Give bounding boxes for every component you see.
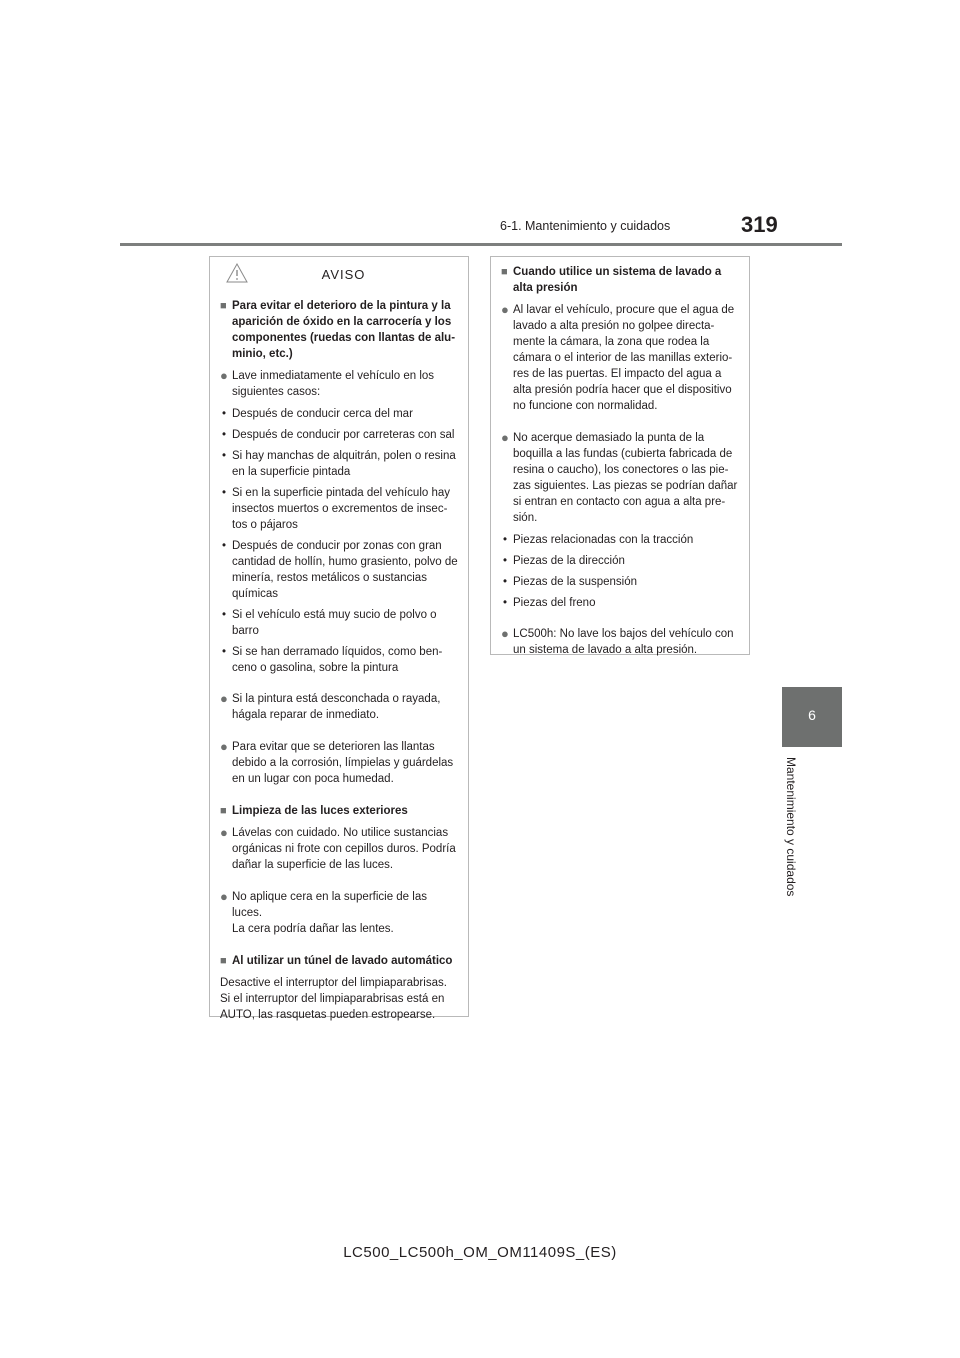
- section-heading: ■ Limpieza de las luces exteriores: [220, 805, 408, 817]
- list-item: • Después de conducir cerca del mar: [222, 408, 413, 420]
- warning-box-right: [490, 256, 750, 655]
- list-item: ● LC500h: No lave los bajos del vehículo con un sistema de lavado a alta presión.: [501, 626, 734, 656]
- list-item: ● Lave inmediatamente el vehículo en los siguientes casos:: [220, 368, 435, 398]
- section-heading: ■ Al utilizar un túnel de lavado automático: [220, 955, 453, 967]
- list-item: ● Si la pintura está desconchada o rayada, hágala reparar de inmediato.: [220, 691, 441, 721]
- list-item: • Después de conducir por zonas con gran cantidad de hollín, humo grasiento, polvo de minería, restos metálicos o sustancias químicas: [222, 540, 458, 600]
- warning-title: AVISO: [321, 267, 366, 282]
- list-item: ● Lávelas con cuidado. No utilice sustancias orgánicas ni frote con cepillos duros. Podría dañar la superficie de las luces.: [220, 825, 456, 871]
- section-heading: ■ Cuando utilice un sistema de lavado a alta presión: [501, 266, 722, 294]
- manual-code: LC500_LC500h_OM_OM11409S_(ES): [343, 1244, 617, 1261]
- list-item: • Piezas del freno: [503, 597, 596, 609]
- warning-header: [220, 264, 459, 286]
- page-number: 319: [741, 212, 778, 237]
- list-item: • Piezas de la suspensión: [503, 576, 638, 588]
- chapter-tab: [782, 687, 842, 747]
- list-item: • Si el vehículo está muy sucio de polvo o barro: [222, 609, 437, 637]
- chapter-label: Mantenimiento y cuidados: [784, 757, 798, 897]
- list-item: ● Para evitar que se deterioren las llantas debido a la corrosión, límpielas y guárdelas en un lugar con poca humedad.: [220, 739, 454, 785]
- list-item: • Si hay manchas de alquitrán, polen o resina en la superficie pintada: [222, 450, 456, 478]
- list-item: • Si en la superficie pintada del vehículo hay insectos muertos o excrementos de insec-tos o pájaros: [222, 487, 451, 531]
- list-item: • Después de conducir por carreteras con sal: [222, 429, 455, 441]
- paragraph: Desactive el interruptor del limpiaparabrisas. Si el interruptor del limpiaparabrisas está en AUTO, las rasquetas pueden estropearse.: [220, 977, 447, 1021]
- list-item: ● Al lavar el vehículo, procure que el agua de lavado a alta presión no golpee directa-mente la cámara, la zona que rodea la cámara o el interior de las manillas exterio-res de las puertas. El impacto del agua a alta presión podría hacer que el dispositivo no funcione con normalidad.: [501, 302, 735, 412]
- section-title: 6-1. Mantenimiento y cuidados: [500, 219, 671, 233]
- chapter-number: 6: [808, 707, 816, 723]
- list-item: ● No acerque demasiado la punta de la boquilla a las fundas (cubierta fabricada de resina o caucho), los conectores o las pie-zas siguientes. Las piezas se podrían dañar si entran en contacto con agua a alta pre-sión.: [501, 430, 738, 524]
- section-heading: ■ Para evitar el deterioro de la pintura y la aparición de óxido en la carrocería y los componentes (ruedas con llantas de alu-minio, etc.): [220, 300, 456, 360]
- list-item: • Piezas relacionadas con la tracción: [503, 534, 694, 546]
- header-rule: [120, 243, 842, 246]
- list-item: • Piezas de la dirección: [503, 555, 625, 567]
- list-item: • Si se han derramado líquidos, como ben-ceno o gasolina, sobre la pintura: [222, 646, 443, 674]
- warning-box-left: [209, 256, 469, 1021]
- list-item: ● No aplique cera en la superficie de las luces. La cera podría dañar las lentes.: [220, 889, 427, 935]
- warning-triangle-icon: [226, 263, 248, 283]
